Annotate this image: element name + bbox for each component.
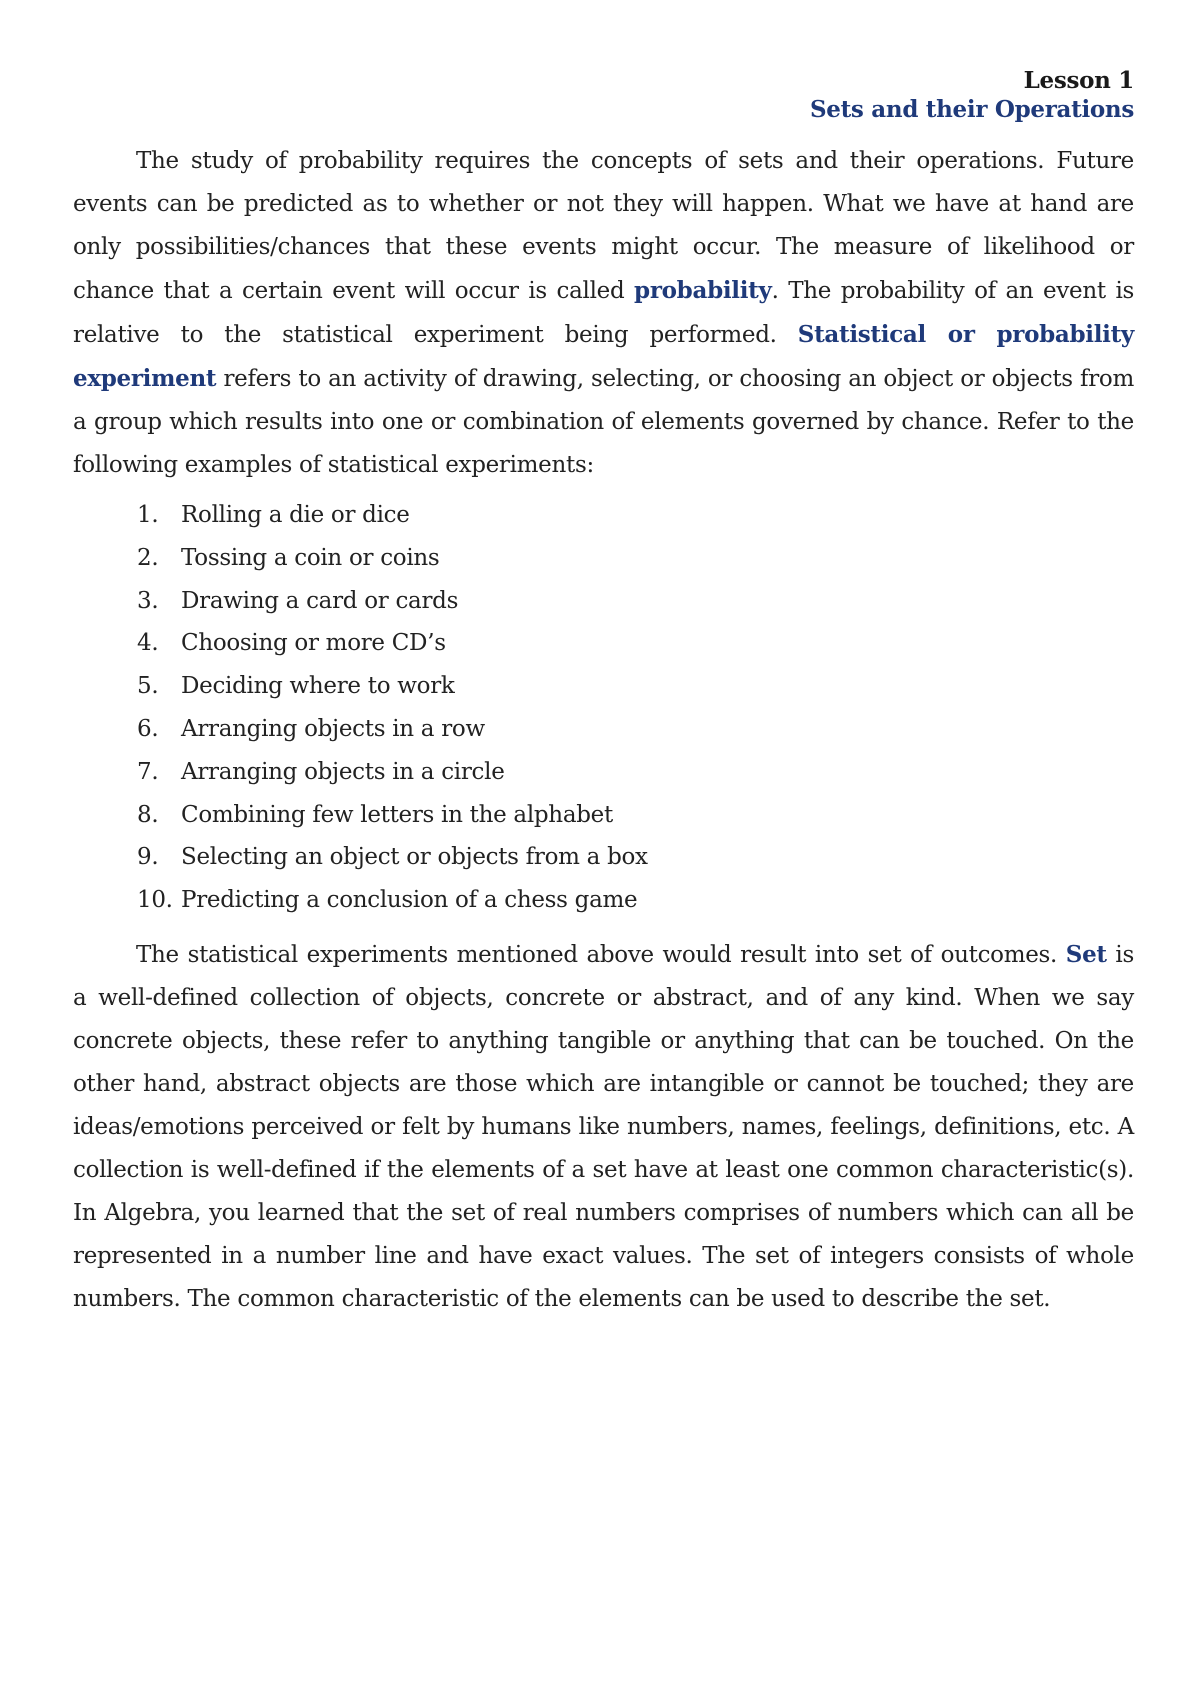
term-statistical-experiment: Statistical or probability experiment xyxy=(73,321,1134,392)
sets-text-1: The statistical experiments mentioned above would result into set of outcomes. xyxy=(136,941,1066,968)
document-page xyxy=(73,66,1134,1321)
list-item-text: Rolling a die or dice xyxy=(181,502,410,528)
list-item-number: 9. xyxy=(137,844,159,871)
sets-text-2: is a well-defined collection of objects, concrete or abstract, and of any kind. When we say concrete objects, these refer to anything tangible or anything that can be touched. On the other hand, abstract objects are those which are intangible or cannot be touched; they are ideas/emotions perceived or felt by humans like numbers, names, feelings, definitions, etc. A collection is well-defined if the elements of a set have at least one common characteristic(s). In Algebra, you learned that the set of real numbers comprises of numbers which can all be represented in a number line and have exact values. The set of integers consists of whole numbers. The common characteristic of the elements can be used to describe the set. xyxy=(73,941,1134,1312)
list-item-number: 1. xyxy=(137,502,159,528)
term-probability: probability xyxy=(634,277,772,304)
list-item xyxy=(137,794,1134,837)
list-item-number: 4. xyxy=(137,630,159,657)
list-item xyxy=(137,622,1134,665)
list-item xyxy=(137,879,1134,922)
list-item-text: Drawing a card or cards xyxy=(181,587,459,614)
list-item xyxy=(137,494,1134,537)
list-item-number: 10. xyxy=(137,887,173,914)
intro-text-1: The study of probability requires the concepts of sets and their operations. Future events can be predicted as to whether or not they will happen. What we have at hand are only possibilities/chances that these events might occur. The measure of likelihood or chance that a certain event will occur is called xyxy=(73,148,1134,304)
list-item xyxy=(137,665,1134,708)
sets-paragraph xyxy=(73,933,1134,1321)
lesson-number: Lesson 1 xyxy=(1023,67,1134,94)
list-item-text: Arranging objects in a circle xyxy=(181,758,505,785)
intro-text-2: . The probability of an event is relative to the statistical experiment being performed. xyxy=(73,278,1135,348)
list-item-text: Combining few letters in the alphabet xyxy=(181,801,613,828)
examples-list xyxy=(73,494,1134,922)
list-item-number: 8. xyxy=(137,801,159,828)
list-item-number: 5. xyxy=(137,673,159,700)
list-item-number: 7. xyxy=(137,758,159,785)
term-set: Set xyxy=(1065,940,1107,968)
intro-paragraph xyxy=(73,140,1134,487)
lesson-header xyxy=(73,66,1134,124)
list-item xyxy=(137,708,1134,751)
list-item xyxy=(137,537,1134,580)
list-item-text: Predicting a conclusion of a chess game xyxy=(181,887,638,914)
list-item xyxy=(137,580,1134,623)
list-item-text: Tossing a coin or coins xyxy=(181,544,440,571)
list-item-text: Choosing or more CD’s xyxy=(181,630,446,657)
list-item-text: Arranging objects in a row xyxy=(181,715,485,742)
list-item-number: 6. xyxy=(137,715,159,742)
intro-text-3: refers to an activity of drawing, selecting, or choosing an object or objects from a group which results into one or combination of elements governed by chance. Refer to the following examples of statistical experiments: xyxy=(73,366,1134,478)
list-item-text: Deciding where to work xyxy=(181,673,455,700)
list-item xyxy=(137,751,1134,794)
lesson-title: Sets and their Operations xyxy=(809,96,1134,123)
list-item-number: 2. xyxy=(137,544,159,571)
list-item-number: 3. xyxy=(137,587,159,614)
list-item-text: Selecting an object or objects from a box xyxy=(181,844,648,871)
list-item xyxy=(137,836,1134,879)
